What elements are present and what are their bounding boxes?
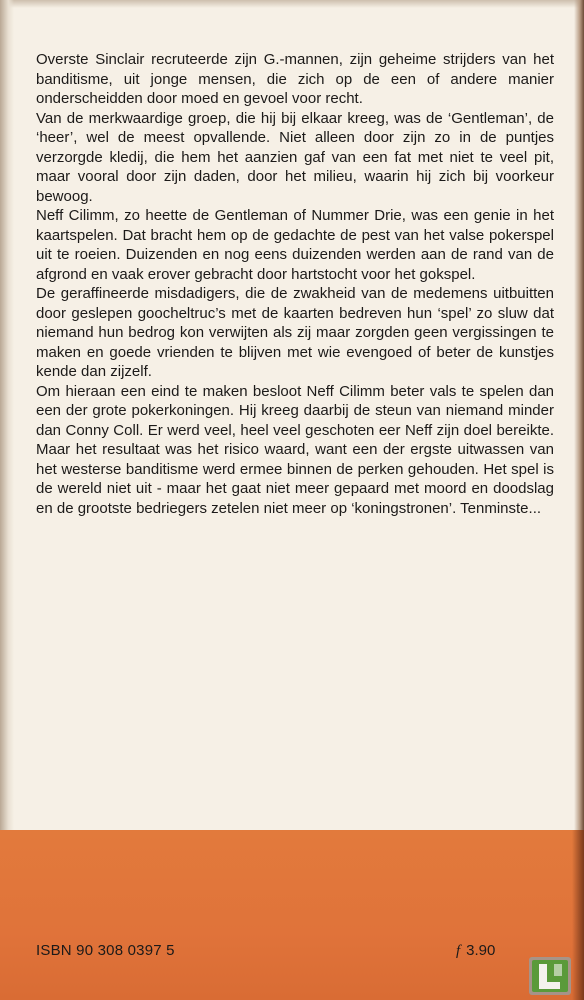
isbn-number: ISBN 90 308 0397 5 [36, 942, 175, 959]
blurb-text [36, 50, 554, 518]
blurb-paragraph-3: Neff Cilimm, zo heette de Gentleman of Nummer Drie, was een genie in het kaartspelen. Dat bracht hem op de gedachte de pest van het valse pokerspel uit te roeien. Duizenden en nog eens duizenden werden aan de rand van de afgrond en vaak erover gebracht door hartstocht voor het gokspel. [36, 207, 554, 283]
guilder-symbol: f [456, 943, 461, 959]
price-label [456, 942, 495, 960]
paper-edge-top [0, 0, 584, 8]
orange-footer-band [0, 830, 584, 1000]
band-edge-right [572, 830, 584, 1000]
catalog-logo-icon [528, 956, 572, 996]
blurb-paragraph-2: Van de merkwaardige groep, die hij bij elkaar kreeg, was de ‘Gentleman’, de ‘heer’, wel de meest opvallende. Niet alleen door zijn zo in de puntjes verzorgde kledij, die hem het aanzien gaf van een fat met niet te veel pit, maar vooral door zijn daden, door het milieu, waarin hij zich bij voorkeur bewoog. [36, 109, 554, 205]
blurb-paragraph-1: Overste Sinclair recruteerde zijn G.-mannen, zijn geheime strijders van het banditisme, uit jonge mensen, die zich op de een of andere manier onderscheidden door moed en gevoel voor recht. [36, 51, 554, 107]
price-value: 3.90 [466, 942, 496, 959]
blurb-paragraph-5: Om hieraan een eind te maken besloot Neff Cilimm beter vals te spelen dan een der grote pokerkoningen. Hij kreeg daarbij de steun van niemand minder dan Conny Coll. Er werd veel, heel veel geschoten eer Neff zijn doel bereikte. Maar het resultaat was het risico waard, want een der ergste uitwassen van het westerse banditisme werd ermee binnen de perken gehouden. Het spel is de wereld niet uit - maar het gaat niet meer gepaard met moord en doodslag en de grootste bedriegers zetelen niet meer op ‘koningstronen’. Tenminste... [36, 382, 554, 517]
blurb-paragraph-4: De geraffineerde misdadigers, die de zwakheid van de medemens uitbuitten door geslepen goocheltruc’s met de kaarten bedreven hun ‘spel’ zo sluw dat niemand hun bedrog kon verwijten als zij maar zorgden geen vergissingen te maken en goede vrienden te blijven met wie evengoed of beter de kunstjes kende dan zijzelf. [36, 285, 554, 380]
